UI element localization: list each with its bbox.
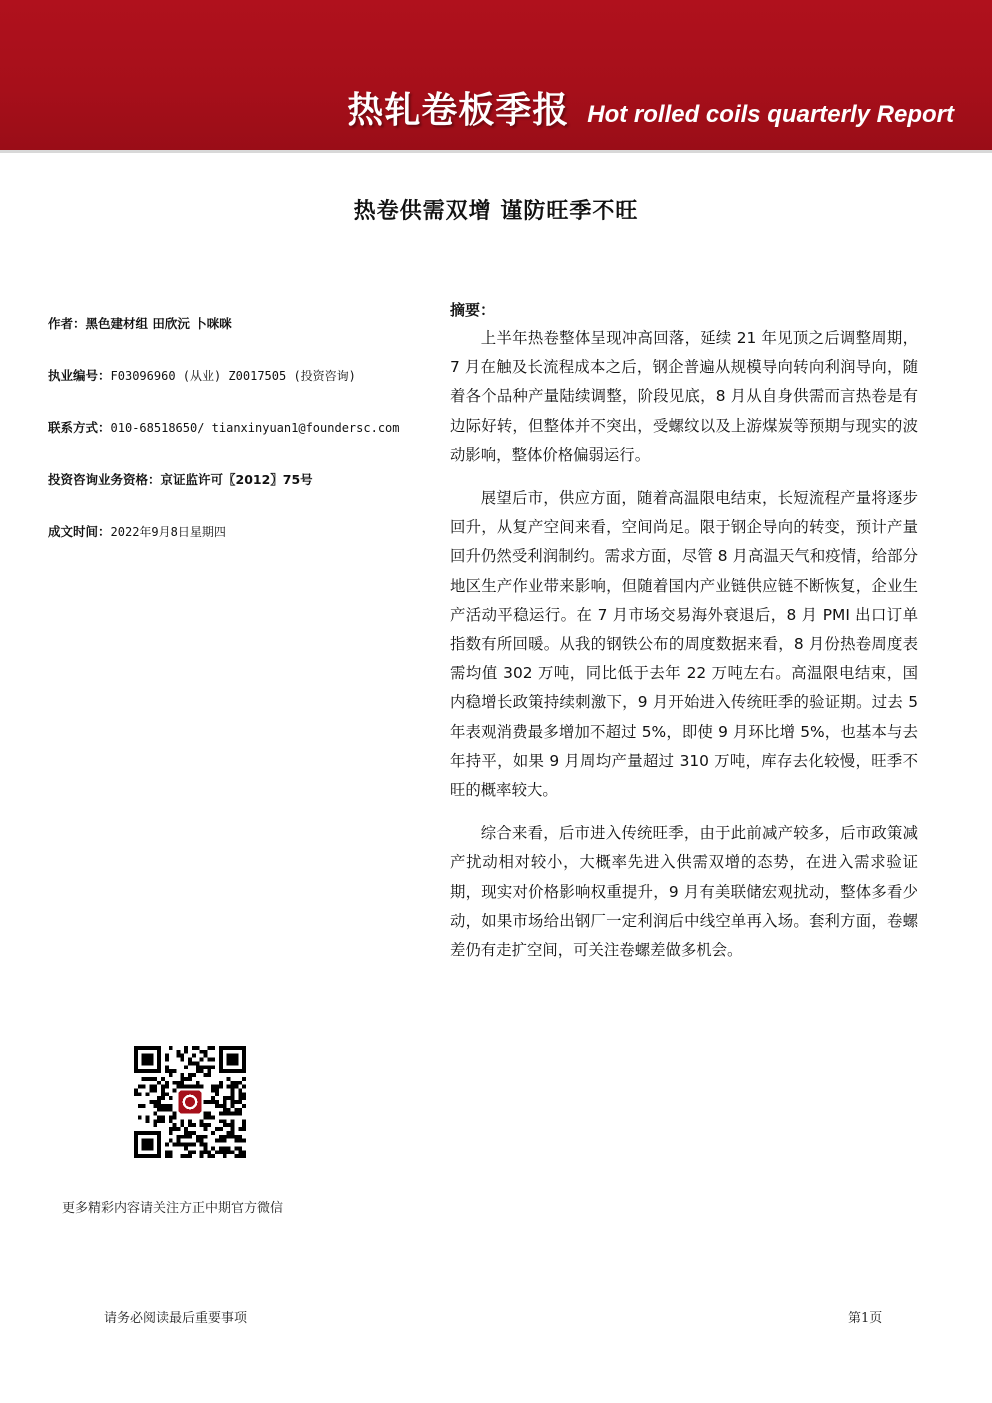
summary-heading: 摘要：	[450, 301, 496, 319]
report-title-en: Hot rolled coils quarterly Report	[587, 101, 954, 128]
qr-caption: 更多精彩内容请关注方正中期官方微信	[62, 1201, 284, 1216]
page-number: 第1页	[848, 1311, 883, 1326]
author-line: 作者：黑色建材组 田欣沅 卜咪咪	[48, 316, 232, 331]
contact-label: 联系方式：	[48, 420, 111, 435]
summary-paragraph: 展望后市，供应方面，随着高温限电结束，长短流程产量将逐步回升，从复产空间来看，空间尚足。限于钢企导向的转变，预计产量回升仍然受利润制约。需求方面，尽管 8 月高温天气和疫情，给部分地区生产作业带来影响，但随着国内产业链供应链不断恢复，企业生产活动平稳运行。在 7 月市场交易海外衰退后，8 月 PMI 出口订单指数有所回暖。从我的钢铁公布的周度数据来看，8 月份热卷周度表需均值 302 万吨，同比低于去年 22 万吨左右。高温限电结束，国内稳增长政策持续刺激下，9 月开始进入传统旺季的验证期。过去 5 年表观消费最多增加不超过 5%，即使 9 月环比增 5%，也基本与去年持平，如果 9 月周均产量超过 310 万吨，库存去化较慢，旺季不旺的概率较大。	[450, 489, 918, 800]
qr-code-icon	[134, 1046, 246, 1158]
license-label: 执业编号：	[48, 368, 111, 383]
contact-line	[48, 420, 438, 472]
report-title	[347, 82, 954, 133]
date-value: 2022年9月8日星期四	[110, 525, 226, 539]
date-line	[48, 524, 438, 576]
summary-paragraph: 上半年热卷整体呈现冲高回落，延续 21 年见顶之后调整周期，7 月在触及长流程成本之后，钢企普遍从规模导向转向利润导向，随着各个品种产量陆续调整，阶段见底，8 月从自身供需而言热卷是有边际好转，但整体并不突出，受螺纹以及上游煤炭等预期与现实的波动影响，整体价格偏弱运行。	[450, 329, 918, 464]
author-info	[48, 316, 438, 576]
header-divider	[0, 150, 992, 153]
report-title-zh: 热轧卷板季报	[347, 89, 570, 131]
document-title: 热卷供需双增 谨防旺季不旺	[353, 199, 639, 224]
footer-notice: 请务必阅读最后重要事项	[104, 1311, 248, 1326]
summary-section	[450, 299, 918, 979]
date-label: 成文时间：	[48, 524, 111, 539]
summary-paragraph: 综合来看，后市进入传统旺季，由于此前减产较多，后市政策减产扰动相对较小，大概率先进入供需双增的态势，在进入需求验证期，现实对价格影响权重提升，9 月有美联储宏观扰动，整体多看少动，如果市场给出钢厂一定利润后中线空单再入场。套利方面，卷螺差仍有走扩空间，可关注卷螺差做多机会。	[450, 824, 918, 960]
license-value: F03096960 (从业) Z0017505 (投资咨询)	[110, 369, 356, 383]
license-line	[48, 368, 438, 420]
contact-value[interactable]: 010-68518650/ tianxinyuan1@foundersc.com	[110, 421, 400, 435]
qualification-line: 投资咨询业务资格：京证监许可〖2012〗75号	[48, 472, 313, 487]
